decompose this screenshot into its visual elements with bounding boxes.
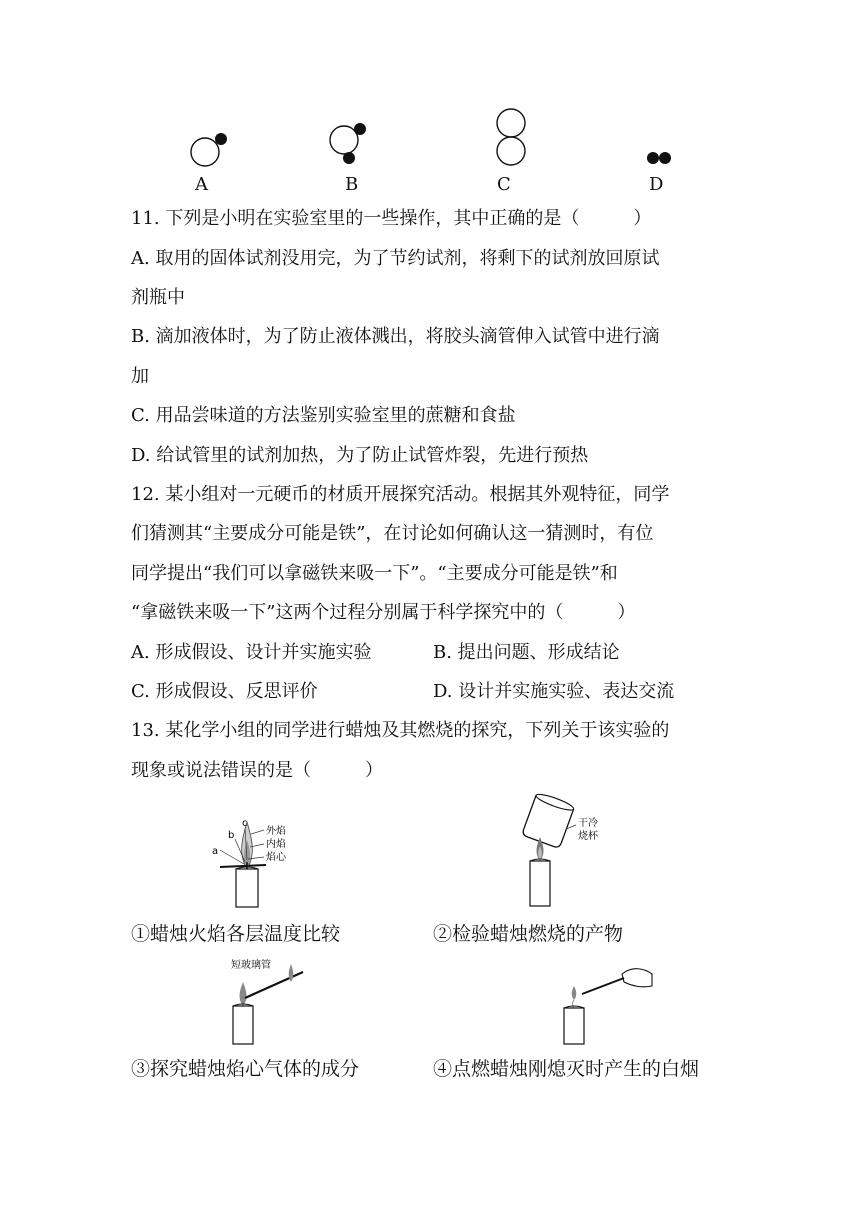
- fig1-label-outer: 外焰: [266, 826, 286, 837]
- fig3-label-tube: 短玻璃管: [231, 960, 271, 971]
- q10-option-b-figure: [325, 120, 385, 170]
- q13-figure-1-caption: ①蜡烛火焰各层温度比较: [131, 923, 341, 945]
- q11-option-a-line1: A. 取用的固体试剂没用完，为了节约试剂，将剩下的试剂放回原试: [131, 248, 660, 269]
- q13-stem-line1: 13. 某化学小组的同学进行蜡烛及其燃烧的探究，下列关于该实验的: [131, 720, 670, 741]
- q10-option-d-figure: [645, 149, 685, 169]
- q13-figure-4: [552, 956, 662, 1046]
- fig1-label-core: 焰心: [266, 852, 286, 863]
- q11-option-c: C. 用品尝味道的方法鉴别实验室里的蔗糖和食盐: [131, 405, 516, 426]
- fig2-label-beaker-1: 干冷: [578, 818, 598, 829]
- q12-stem-line1: 12. 某小组对一元硬币的材质开展探究活动。根据其外观特征，同学: [131, 484, 670, 505]
- q13-figure-3: [225, 956, 345, 1046]
- q12-stem-line2: 们猜测其“主要成分可能是铁”，在讨论如何确认这一猜测时，有位: [131, 523, 654, 544]
- fig2-label-beaker-2: 烧杯: [578, 831, 598, 842]
- q13-figure-4-caption: ④点燃蜡烛刚熄灭时产生的白烟: [433, 1058, 700, 1080]
- q13-stem-line2: 现象或说法错误的是（ ）: [131, 760, 383, 781]
- fig1-label-a: a: [212, 846, 219, 857]
- q11-option-b-line2: 加: [131, 366, 149, 387]
- q13-figure-3-caption: ③探究蜡烛焰心气体的成分: [131, 1058, 360, 1080]
- q11-option-b-line1: B. 滴加液体时，为了防止液体溅出，将胶头滴管伸入试管中进行滴: [131, 326, 660, 347]
- fig1-label-inner: 内焰: [266, 839, 286, 850]
- q10-option-b-label: B: [345, 174, 359, 195]
- q12-option-b: B. 提出问题、形成结论: [433, 642, 620, 663]
- q10-option-c-figure: [494, 106, 534, 168]
- q13-figure-2-caption: ②检验蜡烛燃烧的产物: [433, 923, 624, 945]
- q10-option-c-label: C: [497, 174, 511, 195]
- q10-option-a-label: A: [195, 174, 208, 195]
- fig1-label-b: b: [228, 830, 235, 841]
- q13-figure-1: [206, 814, 316, 909]
- q11-option-d: D. 给试管里的试剂加热，为了防止试管炸裂，先进行预热: [131, 445, 589, 466]
- q11-stem: 11. 下列是小明在实验室里的一些操作，其中正确的是（ ）: [131, 208, 652, 229]
- fig1-label-c: c: [242, 818, 248, 829]
- q12-stem-line4: “拿磁铁来吸一下”这两个过程分别属于科学探究中的（ ）: [131, 602, 636, 623]
- q12-option-a: A. 形成假设、设计并实施实验: [131, 642, 372, 663]
- q11-option-a-line2: 剂瓶中: [131, 287, 185, 308]
- q10-option-a-figure: [185, 128, 245, 178]
- q12-option-c: C. 形成假设、反思评价: [131, 681, 318, 702]
- q12-stem-line3: 同学提出“我们可以拿磁铁来吸一下”。“主要成分可能是铁”和: [131, 563, 618, 584]
- q12-option-d: D. 设计并实施实验、表达交流: [433, 681, 675, 702]
- q10-option-d-label: D: [649, 174, 664, 195]
- q13-figure-2: [510, 793, 640, 908]
